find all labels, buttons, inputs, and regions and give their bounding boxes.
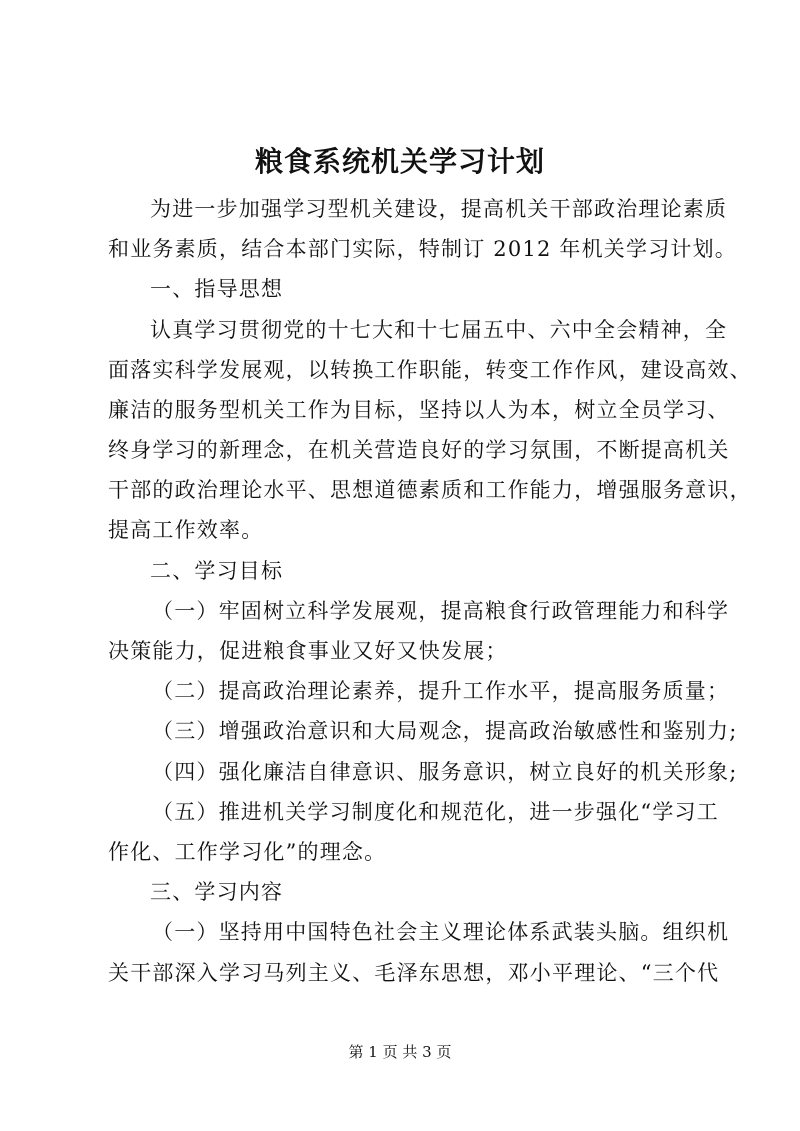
section-heading: 一、指导思想	[150, 277, 284, 301]
list-item-line: 作化、工作学习化”的理念。	[108, 840, 387, 864]
document-title: 粮食系统机关学习计划	[254, 145, 545, 178]
paragraph-line: 干部的政治理论水平、思想道德素质和工作能力，增强服务意识，	[108, 478, 752, 502]
paragraph-line: 面落实科学发展观，以转换工作职能，转变工作作风，建设高效、	[108, 358, 752, 382]
paragraph-line: 关干部深入学习马列主义、毛泽东思想，邓小平理论、“三个代	[108, 961, 720, 985]
paragraph-line: （一）坚持用中国特色社会主义理论体系武装头脑。组织机	[152, 920, 730, 944]
list-item-line: （二）提高政治理论素养，提升工作水平，提高服务质量；	[152, 679, 730, 703]
section-heading: 二、学习目标	[150, 559, 284, 583]
paragraph-line: 为进一步加强学习型机关建设，提高机关干部政治理论素质	[150, 197, 728, 221]
list-item-line: 决策能力，促进粮食事业又好又快发展；	[108, 639, 508, 663]
paragraph-line: 廉洁的服务型机关工作为目标，坚持以人为本，树立全员学习、	[108, 398, 730, 422]
paragraph-line: 终身学习的新理念，在机关营造良好的学习氛围，不断提高机关	[108, 438, 730, 462]
paragraph-line: 提高工作效率。	[108, 518, 264, 542]
paragraph-line: 和业务素质，结合本部门实际，特制订 2012 年机关学习计划。	[108, 237, 737, 261]
section-heading: 三、学习内容	[150, 880, 284, 904]
list-item-line: （三）增强政治意识和大局观念，提高政治敏感性和鉴别力;	[152, 719, 738, 743]
list-item-line: （五）推进机关学习制度化和规范化，进一步强化“学习工	[152, 800, 719, 824]
page-footer: 第 1 页 共 3 页	[348, 1043, 452, 1061]
list-item-line: （四）强化廉洁自律意识、服务意识，树立良好的机关形象;	[152, 760, 738, 784]
list-item-line: （一）牢固树立科学发展观，提高粮食行政管理能力和科学	[152, 599, 730, 623]
paragraph-line: 认真学习贯彻党的十七大和十七届五中、六中全会精神，全	[150, 318, 728, 342]
